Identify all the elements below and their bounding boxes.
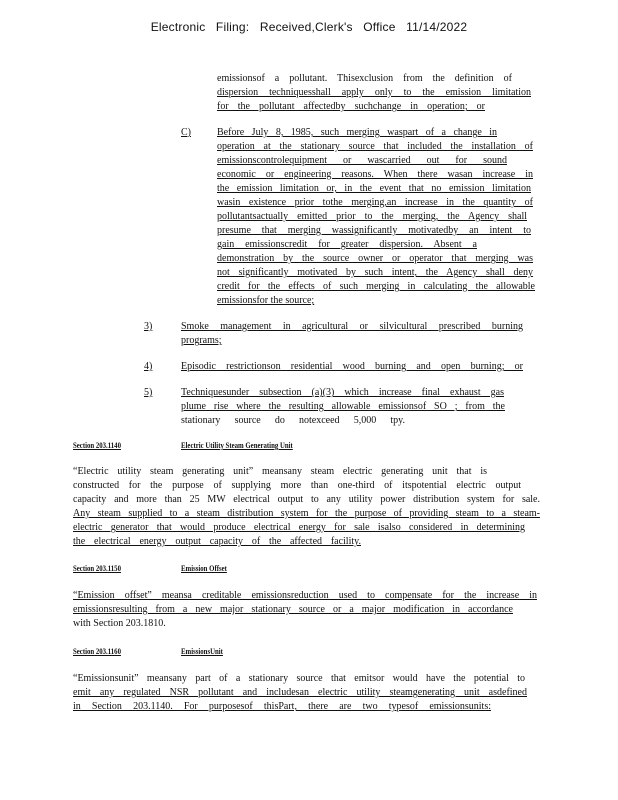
item-c-line: demonstration by the source owner or operator that merging was <box>217 253 533 264</box>
item-c-label: C) <box>181 127 191 138</box>
item-c-line: Before July 8, 1985, such merging waspart of a change in <box>217 127 497 138</box>
intro-line-3: for the pollutant affectedby suchchange in operation; or <box>217 101 485 112</box>
section-1140-line: the electrical energy output capacity of the affected facility. <box>73 536 361 547</box>
item-3-line: programs; <box>181 335 222 346</box>
intro-line-2: dispersion techniquesshall apply only to the emission limitation <box>217 87 531 98</box>
item-3-line: Smoke management in agricultural or silvicultural prescribed burning <box>181 321 523 332</box>
section-number: Section 203.1150 <box>73 564 121 573</box>
item-4-label: 4) <box>144 361 153 372</box>
item-5-label: 5) <box>144 387 153 398</box>
section-title: Emission Offset <box>181 564 227 573</box>
item-5-line: stationary source do notexceed 5,000 tpy. <box>181 415 405 426</box>
section-1160-line: in Section 203.1140. For purposesof thisPart, there are two typesof emissionsunits: <box>73 701 491 712</box>
section-number: Section 203.1160 <box>73 647 121 656</box>
item-c-line: gain emissionscredit for greater dispersion. Absent a <box>217 239 477 250</box>
section-title: EmissionsUnit <box>181 647 223 656</box>
section-1140-line: constructed for the purpose of supplying more than one-third of itspotential electric output <box>73 480 521 491</box>
item-c-line: emissionscontrolequipment or wascarried out for sound <box>217 155 507 166</box>
item-5-line: Techniquesunder subsection (a)(3) which increase final exhaust gas <box>181 387 504 398</box>
section-1140-line: capacity and more than 25 MW electrical output to any utility power distribution system for sale. <box>73 494 540 505</box>
section-1140-line: “Electric utility steam generating unit” meansany steam electric generating unit that is <box>73 466 487 477</box>
item-c-line: credit for the effects of such merging in calculating the allowable <box>217 281 535 292</box>
item-c-line: wasin existence prior tothe merging,an increase in the quantity of <box>217 197 533 208</box>
section-1160-line: “Emissionsunit” meansany part of a stationary source that emitsor would have the potential to <box>73 673 525 684</box>
item-c-line: pollutantsactually emitted prior to the merging, the Agency shall <box>217 211 527 222</box>
section-1150-line: with Section 203.1810. <box>73 618 166 629</box>
section-1150-line: “Emission offset” meansa creditable emissionsreduction used to compensate for the increase in <box>73 590 537 601</box>
item-c-line: the emission limitation or, in the event that no emission limitation <box>217 183 531 194</box>
item-4-line: Episodic restrictionson residential wood burning and open burning; or <box>181 361 523 372</box>
item-c-line: economic or engineering reasons. When there wasan increase in <box>217 169 533 180</box>
item-c-line: emissionsfor the source; <box>217 295 315 306</box>
item-5-line: plume rise where the resulting allowable emissionsof SO ; from the <box>181 401 505 412</box>
section-1140-line: electric generator that would produce electrical energy for sale isalso considered in determining <box>73 522 525 533</box>
section-1140-line: Any steam supplied to a steam distribution system for the purpose of providing steam to a steam- <box>73 508 540 519</box>
item-c-line: not significantly motivated by such intent, the Agency shall deny <box>217 267 533 278</box>
item-c-line: operation at the stationary source that included the installation of <box>217 141 533 152</box>
section-1160-line: emit any regulated NSR pollutant and includesan electric utility steamgenerating unit asdefined <box>73 687 527 698</box>
item-c-line: presume that merging wassignificantly motivatedby an intent to <box>217 225 531 236</box>
section-1150-line: emissionsresulting from a new major stationary source or a major modification in accordance <box>73 604 513 615</box>
section-number: Section 203.1140 <box>73 441 121 450</box>
filing-header: Electronic Filing: Received,Clerk's Office 11/14/2022 <box>150 20 468 34</box>
intro-line-1: emissionsof a pollutant. Thisexclusion from the definition of <box>217 73 512 84</box>
item-3-label: 3) <box>144 321 153 332</box>
section-title: Electric Utility Steam Generating Unit <box>181 441 293 450</box>
